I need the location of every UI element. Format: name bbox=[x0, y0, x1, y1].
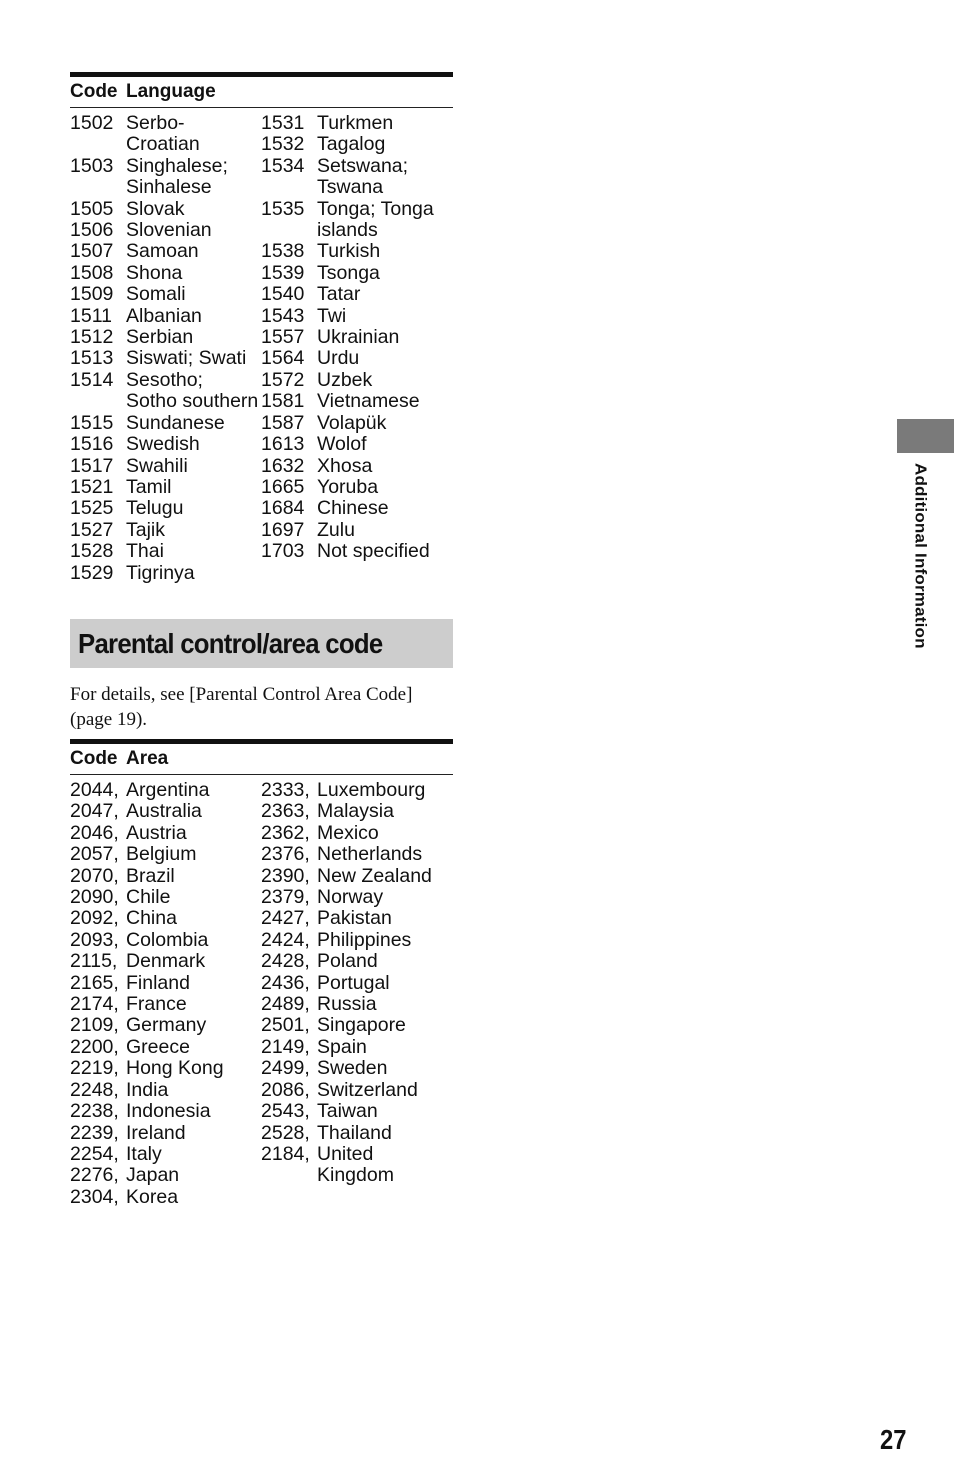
language-table-header bbox=[70, 77, 453, 107]
entry-code: 1528 bbox=[70, 540, 114, 563]
table-row bbox=[70, 263, 261, 284]
entry-name: Japan bbox=[126, 1164, 180, 1187]
entry-code: 2362, bbox=[261, 821, 310, 844]
table-row bbox=[70, 391, 261, 412]
table-row bbox=[261, 456, 452, 477]
table-row bbox=[70, 134, 261, 155]
table-row bbox=[70, 563, 261, 584]
entry-name: New Zealand bbox=[317, 864, 432, 887]
entry-name: Germany bbox=[126, 1014, 207, 1037]
entry-code: 2238, bbox=[70, 1100, 119, 1123]
entry-code: 2254, bbox=[70, 1142, 119, 1165]
entry-name: Serbo- bbox=[126, 112, 185, 134]
table-row bbox=[70, 1144, 261, 1165]
entry-code: 1525 bbox=[70, 497, 114, 520]
table-row bbox=[70, 801, 261, 822]
table-row bbox=[261, 951, 452, 972]
table-row bbox=[261, 541, 452, 562]
table-row bbox=[70, 520, 261, 541]
entry-code: 2184, bbox=[261, 1142, 310, 1165]
table-row bbox=[261, 498, 452, 519]
entry-code: 2149, bbox=[261, 1035, 310, 1058]
table-row bbox=[261, 1101, 452, 1122]
entry-code: 2363, bbox=[261, 800, 310, 823]
entry-name: Volapük bbox=[317, 411, 387, 434]
entry-code: 2276, bbox=[70, 1164, 119, 1187]
entry-name: Croatian bbox=[126, 133, 200, 156]
table-row bbox=[261, 370, 452, 391]
table-row bbox=[261, 156, 452, 177]
entry-code: 1539 bbox=[261, 261, 305, 284]
entry-code: 1532 bbox=[261, 133, 305, 156]
entry-code: 1517 bbox=[70, 454, 114, 477]
entry-code: 2239, bbox=[70, 1121, 119, 1144]
table-row bbox=[261, 520, 452, 541]
entry-name: Kingdom bbox=[317, 1164, 394, 1187]
table-row bbox=[70, 1037, 261, 1058]
table-row bbox=[261, 1080, 452, 1101]
entry-code bbox=[261, 1165, 317, 1186]
entry-name: Austria bbox=[126, 821, 187, 844]
table-row bbox=[261, 973, 452, 994]
entry-code: 1521 bbox=[70, 475, 114, 498]
table-row bbox=[261, 477, 452, 498]
entry-code: 2501, bbox=[261, 1014, 310, 1037]
entry-name: France bbox=[126, 993, 187, 1016]
table-row bbox=[70, 1187, 261, 1208]
table-row bbox=[261, 327, 452, 348]
table-row bbox=[261, 1123, 452, 1144]
table-row bbox=[70, 844, 261, 865]
entry-name: India bbox=[126, 1078, 169, 1101]
entry-name: Chinese bbox=[317, 497, 389, 520]
entry-code: 1665 bbox=[261, 475, 305, 498]
entry-name: Urdu bbox=[317, 347, 360, 370]
table-row bbox=[70, 177, 261, 198]
entry-name: Netherlands bbox=[317, 843, 423, 866]
section-heading-bar bbox=[70, 619, 453, 668]
entry-code: 2092, bbox=[70, 907, 119, 930]
entry-code: 1511 bbox=[70, 304, 112, 327]
table-row bbox=[261, 177, 452, 198]
entry-code: 1503 bbox=[70, 154, 114, 177]
entry-code: 1509 bbox=[70, 283, 114, 306]
entry-code: 2528, bbox=[261, 1121, 310, 1144]
table-row bbox=[70, 866, 261, 887]
entry-name: Malaysia bbox=[317, 800, 394, 823]
entry-name: Chile bbox=[126, 886, 171, 909]
table-row bbox=[70, 113, 261, 134]
entry-code: 1529 bbox=[70, 561, 114, 584]
entry-name: Sinhalese bbox=[126, 176, 212, 199]
table-row bbox=[70, 434, 261, 455]
table-row bbox=[70, 498, 261, 519]
entry-code: 1506 bbox=[70, 219, 114, 242]
entry-name: Tajik bbox=[126, 518, 166, 541]
entry-name: Sweden bbox=[317, 1057, 388, 1080]
entry-code: 1540 bbox=[261, 283, 305, 306]
table-row bbox=[261, 1015, 452, 1036]
table-row bbox=[261, 866, 452, 887]
table-row bbox=[70, 199, 261, 220]
entry-name: Ireland bbox=[126, 1121, 186, 1144]
entry-code: 2543, bbox=[261, 1100, 310, 1123]
entry-code: 1513 bbox=[70, 347, 114, 370]
entry-code: 1613 bbox=[261, 433, 305, 456]
table-row bbox=[261, 220, 452, 241]
entry-name: Hong Kong bbox=[126, 1057, 224, 1080]
entry-name: Shona bbox=[126, 261, 183, 284]
entry-code: 2047, bbox=[70, 800, 119, 823]
table-row bbox=[261, 241, 452, 262]
code-column-header: Code bbox=[70, 748, 118, 769]
table-row bbox=[261, 780, 452, 801]
table-row bbox=[70, 327, 261, 348]
table-row bbox=[70, 1080, 261, 1101]
entry-name: China bbox=[126, 907, 177, 930]
entry-name: Tigrinya bbox=[126, 561, 195, 584]
entry-code bbox=[70, 391, 126, 412]
table-row bbox=[70, 780, 261, 801]
area-column-header: Area bbox=[126, 748, 169, 769]
entry-name: Russia bbox=[317, 993, 377, 1016]
table-row bbox=[261, 1144, 452, 1165]
entry-name: Yoruba bbox=[317, 475, 379, 498]
entry-name: Somali bbox=[126, 283, 186, 306]
entry-code: 1505 bbox=[70, 197, 114, 220]
entry-name: Uzbek bbox=[317, 368, 373, 391]
reference-note: For details, see [Parental Control Area Code] (page 19). bbox=[70, 684, 413, 730]
table-row bbox=[70, 1015, 261, 1036]
entry-code: 2200, bbox=[70, 1035, 119, 1058]
entry-name: Denmark bbox=[126, 950, 206, 973]
language-left-column bbox=[70, 113, 261, 584]
table-row bbox=[261, 887, 452, 908]
entry-code: 1516 bbox=[70, 433, 114, 456]
language-table-body bbox=[70, 108, 453, 584]
entry-name: Taiwan bbox=[317, 1100, 378, 1123]
entry-name: United bbox=[317, 1142, 374, 1165]
entry-name: Turkmen bbox=[317, 112, 394, 134]
entry-name: Turkish bbox=[317, 240, 381, 263]
table-row bbox=[70, 413, 261, 434]
entry-code: 2219, bbox=[70, 1057, 119, 1080]
entry-name: Spain bbox=[317, 1035, 367, 1058]
entry-name: Zulu bbox=[317, 518, 355, 541]
entry-code: 1632 bbox=[261, 454, 305, 477]
entry-name: Slovenian bbox=[126, 219, 212, 242]
table-row bbox=[261, 1165, 452, 1186]
language-right-column bbox=[261, 113, 452, 584]
entry-code: 2376, bbox=[261, 843, 310, 866]
table-row bbox=[70, 1123, 261, 1144]
entry-code: 1508 bbox=[70, 261, 114, 284]
table-row bbox=[261, 1037, 452, 1058]
entry-name: Sundanese bbox=[126, 411, 225, 434]
entry-code bbox=[261, 220, 317, 241]
entry-code: 2086, bbox=[261, 1078, 310, 1101]
entry-code: 1697 bbox=[261, 518, 305, 541]
entry-name: Italy bbox=[126, 1142, 162, 1165]
entry-name: Sotho southern bbox=[126, 390, 259, 413]
area-table-header bbox=[70, 744, 453, 774]
entry-code: 2304, bbox=[70, 1185, 119, 1208]
page-number: 27 bbox=[880, 1424, 907, 1455]
entry-name: Swahili bbox=[126, 454, 188, 477]
table-row bbox=[70, 1058, 261, 1079]
table-row bbox=[70, 541, 261, 562]
entry-name: Mexico bbox=[317, 821, 379, 844]
table-row bbox=[70, 973, 261, 994]
entry-code bbox=[261, 177, 317, 198]
entry-code: 2428, bbox=[261, 950, 310, 973]
entry-name: Philippines bbox=[317, 928, 412, 951]
entry-name: Brazil bbox=[126, 864, 175, 887]
entry-name: Samoan bbox=[126, 240, 199, 263]
area-table bbox=[70, 739, 453, 1208]
table-row bbox=[70, 220, 261, 241]
table-row bbox=[261, 801, 452, 822]
entry-name: Xhosa bbox=[317, 454, 373, 477]
table-row bbox=[70, 823, 261, 844]
entry-code: 1572 bbox=[261, 368, 305, 391]
table-row bbox=[70, 456, 261, 477]
entry-name: Thai bbox=[126, 540, 164, 563]
entry-name: Tsonga bbox=[317, 261, 380, 284]
entry-code: 2248, bbox=[70, 1078, 119, 1101]
table-row bbox=[261, 199, 452, 220]
table-row bbox=[70, 908, 261, 929]
table-row bbox=[261, 284, 452, 305]
table-row bbox=[70, 1101, 261, 1122]
table-row bbox=[261, 823, 452, 844]
entry-name: Singhalese; bbox=[126, 154, 228, 177]
table-row bbox=[261, 434, 452, 455]
entry-name: Wolof bbox=[317, 433, 367, 456]
entry-name: Finland bbox=[126, 971, 190, 994]
entry-name: Slovak bbox=[126, 197, 185, 220]
table-row bbox=[70, 306, 261, 327]
table-row bbox=[261, 1058, 452, 1079]
entry-name: Indonesia bbox=[126, 1100, 211, 1123]
table-row bbox=[261, 930, 452, 951]
entry-code: 2090, bbox=[70, 886, 119, 909]
entry-code: 2427, bbox=[261, 907, 310, 930]
entry-name: Colombia bbox=[126, 928, 209, 951]
entry-code: 2174, bbox=[70, 993, 119, 1016]
entry-code: 2070, bbox=[70, 864, 119, 887]
entry-code: 2424, bbox=[261, 928, 310, 951]
entry-code: 2046, bbox=[70, 821, 119, 844]
entry-name: Singapore bbox=[317, 1014, 406, 1037]
entry-code: 1512 bbox=[70, 326, 114, 349]
table-row bbox=[261, 263, 452, 284]
entry-name: Sesotho; bbox=[126, 368, 203, 391]
entry-code: 1531 bbox=[261, 112, 305, 134]
entry-name: Ukrainian bbox=[317, 326, 400, 349]
table-row bbox=[70, 477, 261, 498]
entry-code: 1564 bbox=[261, 347, 305, 370]
table-row bbox=[70, 887, 261, 908]
language-column-header: Language bbox=[126, 81, 216, 102]
entry-code: 2093, bbox=[70, 928, 119, 951]
table-row bbox=[70, 284, 261, 305]
table-row bbox=[261, 391, 452, 412]
entry-code: 1534 bbox=[261, 154, 305, 177]
table-row bbox=[261, 413, 452, 434]
entry-code: 2333, bbox=[261, 779, 310, 801]
entry-name: Korea bbox=[126, 1185, 179, 1208]
entry-name: Swedish bbox=[126, 433, 200, 456]
entry-name: Poland bbox=[317, 950, 378, 973]
table-row bbox=[261, 994, 452, 1015]
entry-code: 2115, bbox=[70, 950, 118, 973]
entry-code: 2165, bbox=[70, 971, 119, 994]
area-left-column bbox=[70, 780, 261, 1208]
entry-name: Norway bbox=[317, 886, 384, 909]
table-row bbox=[70, 156, 261, 177]
entry-code: 2379, bbox=[261, 886, 310, 909]
table-row bbox=[70, 1165, 261, 1186]
entry-code: 1514 bbox=[70, 368, 114, 391]
entry-name: Tamil bbox=[126, 475, 172, 498]
entry-code: 2057, bbox=[70, 843, 119, 866]
entry-name: Twi bbox=[317, 304, 347, 327]
code-column-header: Code bbox=[70, 81, 118, 102]
table-row bbox=[70, 994, 261, 1015]
entry-code: 1557 bbox=[261, 326, 305, 349]
table-row bbox=[261, 134, 452, 155]
entry-name: Pakistan bbox=[317, 907, 392, 930]
entry-code: 1684 bbox=[261, 497, 305, 520]
entry-name: Thailand bbox=[317, 1121, 392, 1144]
entry-code: 1507 bbox=[70, 240, 114, 263]
entry-code: 2489, bbox=[261, 993, 310, 1016]
entry-code bbox=[70, 177, 126, 198]
entry-code: 2436, bbox=[261, 971, 310, 994]
table-row bbox=[261, 844, 452, 865]
section-title: Parental control/area code bbox=[78, 628, 383, 659]
entry-name: islands bbox=[317, 219, 378, 242]
entry-code: 2499, bbox=[261, 1057, 310, 1080]
entry-code: 1543 bbox=[261, 304, 305, 327]
entry-code: 1703 bbox=[261, 540, 305, 563]
entry-code: 1535 bbox=[261, 197, 305, 220]
table-row bbox=[261, 348, 452, 369]
side-tab-marker bbox=[897, 419, 954, 453]
entry-code: 2390, bbox=[261, 864, 310, 887]
entry-name: Tonga; Tonga bbox=[317, 197, 434, 220]
entry-name: Tatar bbox=[317, 283, 361, 306]
entry-code: 1527 bbox=[70, 518, 114, 541]
entry-name: Telugu bbox=[126, 497, 184, 520]
entry-name: Tagalog bbox=[317, 133, 386, 156]
entry-name: Argentina bbox=[126, 779, 210, 801]
entry-name: Switzerland bbox=[317, 1078, 418, 1101]
table-row bbox=[70, 951, 261, 972]
table-row bbox=[261, 306, 452, 327]
entry-name: Greece bbox=[126, 1035, 190, 1058]
table-row bbox=[261, 113, 452, 134]
entry-code bbox=[70, 134, 126, 155]
entry-name: Belgium bbox=[126, 843, 197, 866]
entry-code: 1538 bbox=[261, 240, 305, 263]
entry-code: 1587 bbox=[261, 411, 305, 434]
side-tab-label: Additional Information bbox=[911, 463, 929, 649]
language-table bbox=[70, 72, 453, 584]
entry-name: Vietnamese bbox=[317, 390, 420, 413]
table-row bbox=[70, 930, 261, 951]
entry-name: Setswana; bbox=[317, 154, 409, 177]
area-table-body bbox=[70, 775, 453, 1208]
entry-name: Albanian bbox=[126, 304, 202, 327]
table-row bbox=[70, 241, 261, 262]
entry-name: Siswati; Swati bbox=[126, 347, 247, 370]
entry-name: Tswana bbox=[317, 176, 384, 199]
entry-code: 1515 bbox=[70, 411, 114, 434]
entry-code: 1502 bbox=[70, 112, 114, 134]
entry-name: Serbian bbox=[126, 326, 194, 349]
entry-name: Australia bbox=[126, 800, 202, 823]
table-row bbox=[261, 908, 452, 929]
entry-code: 1581 bbox=[261, 390, 305, 413]
table-row bbox=[70, 370, 261, 391]
entry-name: Not specified bbox=[317, 540, 430, 563]
table-row bbox=[70, 348, 261, 369]
entry-name: Portugal bbox=[317, 971, 390, 994]
entry-name: Luxembourg bbox=[317, 779, 426, 801]
area-right-column bbox=[261, 780, 452, 1208]
entry-code: 2109, bbox=[70, 1014, 119, 1037]
entry-code: 2044, bbox=[70, 779, 119, 801]
